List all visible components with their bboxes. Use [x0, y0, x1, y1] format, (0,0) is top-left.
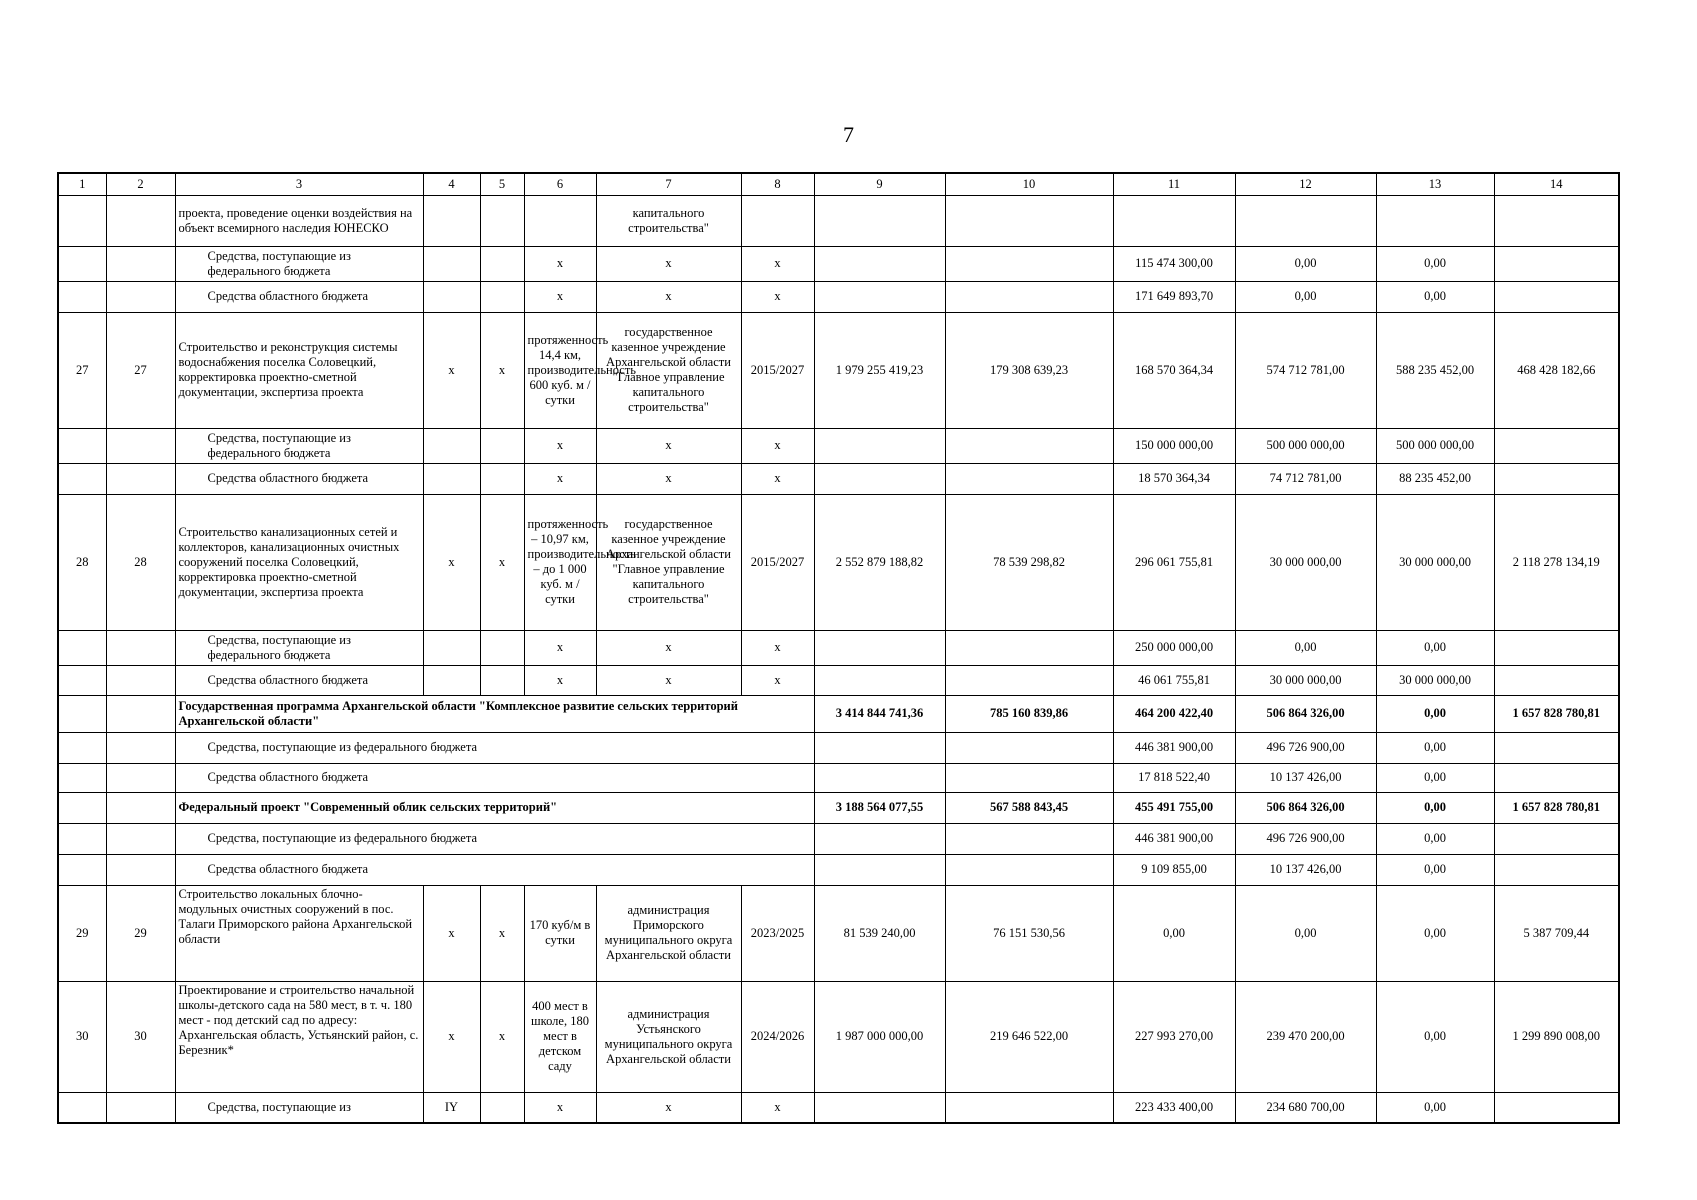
cell-c6: x [524, 463, 596, 494]
cell-c6: протяженность – 10,97 км, производительность – до 1 000 куб. м / сутки [524, 494, 596, 630]
cell-c11: 227 993 270,00 [1113, 981, 1235, 1092]
table-row [58, 792, 1619, 823]
table-row [58, 854, 1619, 885]
cell-c4 [423, 630, 480, 665]
cell-c10 [945, 246, 1113, 281]
cell-description: Средства областного бюджета [175, 665, 423, 695]
cell-num [58, 195, 106, 246]
cell-c9: 1 987 000 000,00 [814, 981, 945, 1092]
header-cell: 11 [1113, 173, 1235, 195]
cell-period: x [741, 428, 814, 463]
cell-c11 [1113, 195, 1235, 246]
table-row [58, 281, 1619, 312]
cell-c14 [1494, 195, 1619, 246]
cell-c11: 223 433 400,00 [1113, 1092, 1235, 1123]
cell-num [58, 428, 106, 463]
cell-c9: 1 979 255 419,23 [814, 312, 945, 428]
cell-c12: 30 000 000,00 [1235, 665, 1376, 695]
header-cell: 14 [1494, 173, 1619, 195]
cell-c11: 168 570 364,34 [1113, 312, 1235, 428]
cell-c9 [814, 246, 945, 281]
cell-c11: 296 061 755,81 [1113, 494, 1235, 630]
cell-c12: 496 726 900,00 [1235, 732, 1376, 763]
cell-c6: x [524, 630, 596, 665]
cell-c12: 574 712 781,00 [1235, 312, 1376, 428]
table-row [58, 1092, 1619, 1123]
budget-table [57, 172, 1620, 1124]
cell-c14: 1 299 890 008,00 [1494, 981, 1619, 1092]
cell-c12: 234 680 700,00 [1235, 1092, 1376, 1123]
cell-customer: x [596, 281, 741, 312]
header-cell: 6 [524, 173, 596, 195]
cell-c13: 30 000 000,00 [1376, 665, 1494, 695]
table-row [58, 463, 1619, 494]
cell-c10: 78 539 298,82 [945, 494, 1113, 630]
cell-num2 [106, 463, 175, 494]
table-row [58, 823, 1619, 854]
cell-description: Средства, поступающие из федерального бюджета [175, 823, 814, 854]
cell-num2 [106, 854, 175, 885]
cell-c14 [1494, 665, 1619, 695]
cell-description: Средства областного бюджета [175, 463, 423, 494]
cell-c13: 500 000 000,00 [1376, 428, 1494, 463]
cell-c14 [1494, 246, 1619, 281]
cell-num2: 28 [106, 494, 175, 630]
cell-c12: 30 000 000,00 [1235, 494, 1376, 630]
cell-c14 [1494, 281, 1619, 312]
cell-customer: x [596, 428, 741, 463]
cell-c10: 219 646 522,00 [945, 981, 1113, 1092]
cell-c4 [423, 665, 480, 695]
cell-c6: x [524, 281, 596, 312]
cell-period [741, 195, 814, 246]
table-row [58, 312, 1619, 428]
cell-c10: 76 151 530,56 [945, 885, 1113, 981]
cell-num: 27 [58, 312, 106, 428]
cell-c5: x [480, 981, 524, 1092]
cell-period: x [741, 463, 814, 494]
cell-customer: капитального строительства" [596, 195, 741, 246]
cell-c13: 0,00 [1376, 763, 1494, 792]
cell-c14 [1494, 763, 1619, 792]
cell-customer: администрация Устьянского муниципального округа Архангельской области [596, 981, 741, 1092]
cell-period: 2023/2025 [741, 885, 814, 981]
cell-c4 [423, 281, 480, 312]
cell-description: Средства, поступающие из федерального бюджета [175, 630, 423, 665]
header-cell: 1 [58, 173, 106, 195]
cell-num [58, 732, 106, 763]
cell-c14: 468 428 182,66 [1494, 312, 1619, 428]
cell-c5 [480, 281, 524, 312]
table-row [58, 763, 1619, 792]
cell-c13: 0,00 [1376, 695, 1494, 732]
cell-num [58, 763, 106, 792]
cell-c10 [945, 823, 1113, 854]
table-row [58, 885, 1619, 981]
cell-num2 [106, 792, 175, 823]
cell-period: 2024/2026 [741, 981, 814, 1092]
cell-c6: протяженность 14,4 км, производительность 600 куб. м / сутки [524, 312, 596, 428]
cell-c13: 0,00 [1376, 246, 1494, 281]
cell-period: 2015/2027 [741, 494, 814, 630]
cell-c13: 0,00 [1376, 281, 1494, 312]
cell-num2: 30 [106, 981, 175, 1092]
project-title: Федеральный проект "Современный облик сельских территорий" [175, 792, 814, 823]
cell-c13: 588 235 452,00 [1376, 312, 1494, 428]
cell-c9 [814, 428, 945, 463]
cell-c11: 18 570 364,34 [1113, 463, 1235, 494]
cell-c11: 455 491 755,00 [1113, 792, 1235, 823]
header-cell: 13 [1376, 173, 1494, 195]
cell-c9 [814, 732, 945, 763]
cell-c13: 0,00 [1376, 823, 1494, 854]
cell-c14 [1494, 463, 1619, 494]
cell-c10: 567 588 843,45 [945, 792, 1113, 823]
cell-customer: x [596, 1092, 741, 1123]
cell-c4 [423, 428, 480, 463]
cell-c5: x [480, 494, 524, 630]
cell-c13: 0,00 [1376, 732, 1494, 763]
cell-c14: 5 387 709,44 [1494, 885, 1619, 981]
cell-c9 [814, 1092, 945, 1123]
cell-num [58, 281, 106, 312]
cell-description: Строительство локальных блочно-модульных очистных сооружений в пос. Талаги Приморского района Архангельской области [175, 885, 423, 981]
cell-c14 [1494, 1092, 1619, 1123]
table-row [58, 665, 1619, 695]
cell-c5 [480, 195, 524, 246]
cell-c11: 17 818 522,40 [1113, 763, 1235, 792]
header-cell: 9 [814, 173, 945, 195]
cell-period: x [741, 630, 814, 665]
table-row [58, 732, 1619, 763]
cell-c12: 239 470 200,00 [1235, 981, 1376, 1092]
cell-c13: 88 235 452,00 [1376, 463, 1494, 494]
cell-c9: 81 539 240,00 [814, 885, 945, 981]
cell-c12: 500 000 000,00 [1235, 428, 1376, 463]
cell-customer: администрация Приморского муниципального округа Архангельской области [596, 885, 741, 981]
cell-description: Средства областного бюджета [175, 854, 814, 885]
cell-num2: 27 [106, 312, 175, 428]
cell-description: Средства, поступающие из [175, 1092, 423, 1123]
cell-c12: 496 726 900,00 [1235, 823, 1376, 854]
cell-num2 [106, 665, 175, 695]
cell-c10 [945, 854, 1113, 885]
cell-c11: 9 109 855,00 [1113, 854, 1235, 885]
cell-num2 [106, 732, 175, 763]
cell-c6: 400 мест в школе, 180 мест в детском саду [524, 981, 596, 1092]
cell-c5 [480, 428, 524, 463]
header-cell: 12 [1235, 173, 1376, 195]
cell-c11: 150 000 000,00 [1113, 428, 1235, 463]
header-cell: 8 [741, 173, 814, 195]
cell-num2 [106, 246, 175, 281]
cell-num [58, 463, 106, 494]
cell-c6: 170 куб/м в сутки [524, 885, 596, 981]
cell-c11: 464 200 422,40 [1113, 695, 1235, 732]
table-row [58, 195, 1619, 246]
cell-customer: x [596, 246, 741, 281]
cell-c5 [480, 665, 524, 695]
cell-c12: 506 864 326,00 [1235, 792, 1376, 823]
cell-period: 2015/2027 [741, 312, 814, 428]
cell-customer: государственное казенное учреждение Архангельской области "Главное управление капитального строительства" [596, 312, 741, 428]
header-cell: 5 [480, 173, 524, 195]
cell-c12: 0,00 [1235, 630, 1376, 665]
cell-num2 [106, 281, 175, 312]
cell-period: x [741, 246, 814, 281]
cell-c13: 30 000 000,00 [1376, 494, 1494, 630]
cell-c13 [1376, 195, 1494, 246]
cell-c13: 0,00 [1376, 1092, 1494, 1123]
cell-c9: 3 414 844 741,36 [814, 695, 945, 732]
cell-num [58, 630, 106, 665]
cell-c10 [945, 463, 1113, 494]
cell-c4: x [423, 885, 480, 981]
cell-c6: x [524, 1092, 596, 1123]
header-cell: 7 [596, 173, 741, 195]
cell-c11: 250 000 000,00 [1113, 630, 1235, 665]
cell-c13: 0,00 [1376, 630, 1494, 665]
cell-description: Строительство канализационных сетей и коллекторов, канализационных очистных сооружений поселка Соловецкий, корректировка проектно-сметной документации, экспертиза проекта [175, 494, 423, 630]
table-row [58, 630, 1619, 665]
cell-c12: 0,00 [1235, 885, 1376, 981]
program-title: Государственная программа Архангельской области "Комплексное развитие сельских территорий Архангельской области" [175, 695, 814, 732]
cell-c10 [945, 630, 1113, 665]
header-row [58, 173, 1619, 195]
cell-description: Средства, поступающие из федерального бюджета [175, 246, 423, 281]
cell-c13: 0,00 [1376, 854, 1494, 885]
cell-num [58, 695, 106, 732]
cell-description: Проектирование и строительство начальной школы-детского сада на 580 мест, в т. ч. 180 мест - под детский сад по адресу: Архангельская область, Устьянский район, с. Березник* [175, 981, 423, 1092]
cell-description: проекта, проведение оценки воздействия на объект всемирного наследия ЮНЕСКО [175, 195, 423, 246]
cell-c4 [423, 463, 480, 494]
cell-c10: 785 160 839,86 [945, 695, 1113, 732]
cell-num [58, 854, 106, 885]
cell-c14: 2 118 278 134,19 [1494, 494, 1619, 630]
cell-c4: IY [423, 1092, 480, 1123]
cell-description: Средства областного бюджета [175, 281, 423, 312]
cell-c9: 3 188 564 077,55 [814, 792, 945, 823]
cell-c5 [480, 463, 524, 494]
cell-c10 [945, 1092, 1113, 1123]
cell-c12: 0,00 [1235, 281, 1376, 312]
cell-num2 [106, 763, 175, 792]
cell-c13: 0,00 [1376, 792, 1494, 823]
cell-c10 [945, 732, 1113, 763]
header-cell: 3 [175, 173, 423, 195]
cell-c14 [1494, 428, 1619, 463]
cell-num [58, 246, 106, 281]
cell-c5 [480, 630, 524, 665]
cell-c11: 171 649 893,70 [1113, 281, 1235, 312]
header-cell: 4 [423, 173, 480, 195]
header-cell: 2 [106, 173, 175, 195]
cell-c5: x [480, 312, 524, 428]
cell-c9 [814, 665, 945, 695]
cell-c5: x [480, 885, 524, 981]
cell-num2 [106, 823, 175, 854]
table-row [58, 695, 1619, 732]
cell-c14 [1494, 732, 1619, 763]
cell-c4: x [423, 494, 480, 630]
cell-c6: x [524, 428, 596, 463]
cell-period: x [741, 665, 814, 695]
cell-num [58, 1092, 106, 1123]
cell-description: Средства, поступающие из федерального бюджета [175, 732, 814, 763]
cell-num [58, 665, 106, 695]
cell-c14 [1494, 823, 1619, 854]
table-row [58, 428, 1619, 463]
cell-num [58, 823, 106, 854]
cell-c12: 10 137 426,00 [1235, 763, 1376, 792]
cell-c9 [814, 763, 945, 792]
cell-c12: 74 712 781,00 [1235, 463, 1376, 494]
cell-c4: x [423, 312, 480, 428]
cell-c4: x [423, 981, 480, 1092]
cell-period: x [741, 281, 814, 312]
cell-c12 [1235, 195, 1376, 246]
cell-c13: 0,00 [1376, 885, 1494, 981]
cell-c10 [945, 281, 1113, 312]
cell-num2 [106, 195, 175, 246]
cell-c12: 0,00 [1235, 246, 1376, 281]
cell-customer: x [596, 665, 741, 695]
cell-c10: 179 308 639,23 [945, 312, 1113, 428]
cell-c6 [524, 195, 596, 246]
table-row [58, 246, 1619, 281]
cell-c14: 1 657 828 780,81 [1494, 695, 1619, 732]
cell-c5 [480, 1092, 524, 1123]
cell-c13: 0,00 [1376, 981, 1494, 1092]
cell-c14 [1494, 854, 1619, 885]
cell-c10 [945, 763, 1113, 792]
cell-c9 [814, 463, 945, 494]
cell-c6: x [524, 246, 596, 281]
cell-num2 [106, 630, 175, 665]
cell-c9: 2 552 879 188,82 [814, 494, 945, 630]
cell-description: Строительство и реконструкция системы водоснабжения поселка Соловецкий, корректировка проектно-сметной документации, экспертиза проекта [175, 312, 423, 428]
cell-num [58, 792, 106, 823]
cell-c12: 506 864 326,00 [1235, 695, 1376, 732]
cell-description: Средства, поступающие из федерального бюджета [175, 428, 423, 463]
table-row [58, 981, 1619, 1092]
cell-c11: 446 381 900,00 [1113, 732, 1235, 763]
cell-c10 [945, 195, 1113, 246]
cell-c4 [423, 195, 480, 246]
cell-c11: 115 474 300,00 [1113, 246, 1235, 281]
cell-c10 [945, 428, 1113, 463]
cell-num: 29 [58, 885, 106, 981]
cell-c12: 10 137 426,00 [1235, 854, 1376, 885]
cell-num: 28 [58, 494, 106, 630]
cell-customer: государственное казенное учреждение Архангельской области "Главное управление капитального строительства" [596, 494, 741, 630]
cell-customer: x [596, 463, 741, 494]
cell-c11: 46 061 755,81 [1113, 665, 1235, 695]
cell-c9 [814, 630, 945, 665]
cell-c11: 446 381 900,00 [1113, 823, 1235, 854]
table-row [58, 494, 1619, 630]
cell-c9 [814, 195, 945, 246]
cell-c9 [814, 823, 945, 854]
cell-c11: 0,00 [1113, 885, 1235, 981]
header-cell: 10 [945, 173, 1113, 195]
cell-period: x [741, 1092, 814, 1123]
cell-num2 [106, 1092, 175, 1123]
cell-num: 30 [58, 981, 106, 1092]
cell-description: Средства областного бюджета [175, 763, 814, 792]
cell-c4 [423, 246, 480, 281]
cell-customer: x [596, 630, 741, 665]
cell-c9 [814, 854, 945, 885]
cell-num2 [106, 428, 175, 463]
cell-c10 [945, 665, 1113, 695]
cell-num2 [106, 695, 175, 732]
cell-c6: x [524, 665, 596, 695]
cell-num2: 29 [106, 885, 175, 981]
cell-c5 [480, 246, 524, 281]
cell-c14: 1 657 828 780,81 [1494, 792, 1619, 823]
page-number: 7 [843, 122, 854, 147]
cell-c14 [1494, 630, 1619, 665]
cell-c9 [814, 281, 945, 312]
